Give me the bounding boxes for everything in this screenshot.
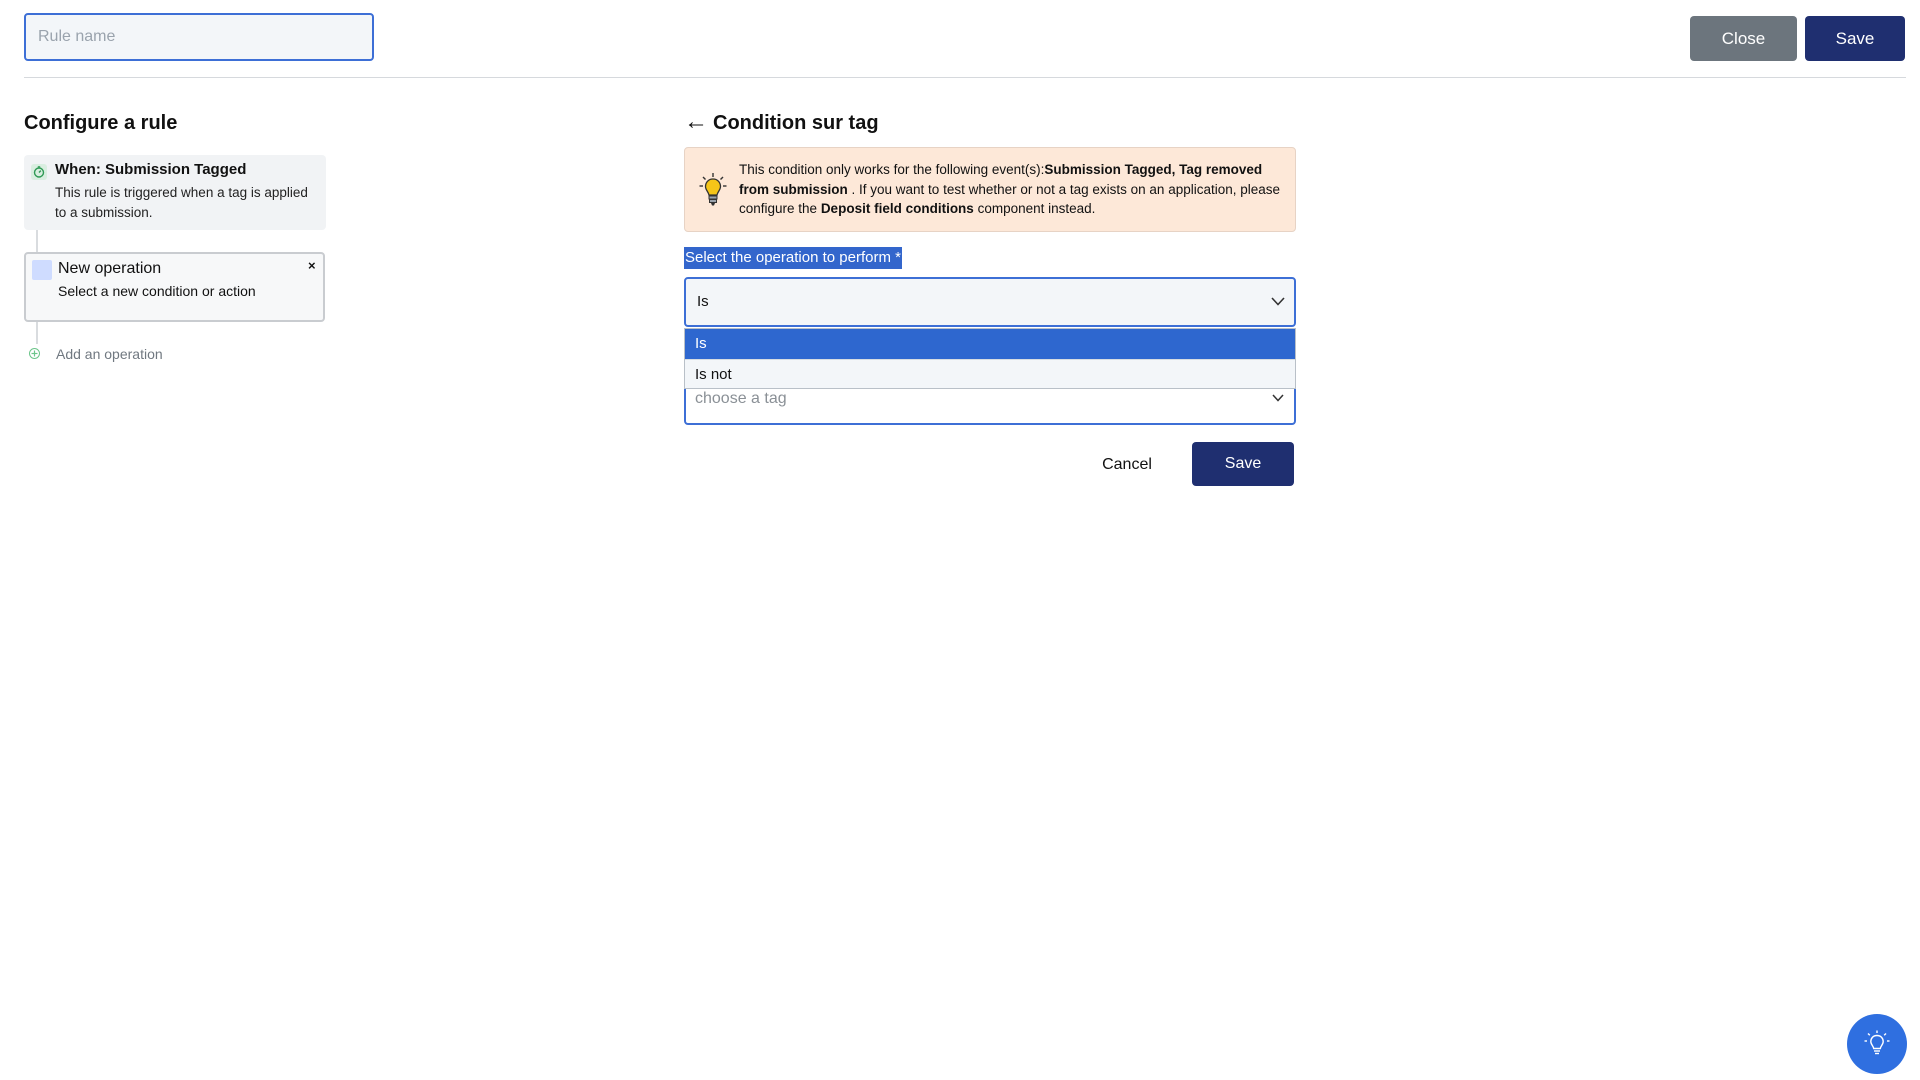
operation-card[interactable] <box>24 252 325 322</box>
operation-description: Select a new condition or action <box>58 283 256 299</box>
operation-select[interactable] <box>684 277 1296 327</box>
cancel-button[interactable]: Cancel <box>1102 456 1152 473</box>
add-operation-link[interactable]: Add an operation <box>56 346 163 362</box>
operation-placeholder-icon <box>32 260 52 280</box>
flow-connector <box>36 322 38 344</box>
remove-operation-icon[interactable]: × <box>308 258 316 273</box>
page-title: Configure a rule <box>24 112 178 134</box>
info-alert <box>684 147 1296 232</box>
operation-dropdown-list <box>684 328 1296 389</box>
lightbulb-icon <box>1864 1030 1890 1058</box>
trigger-description: This rule is triggered when a tag is applied to a submission. <box>55 185 308 220</box>
save-button[interactable]: Save <box>1192 442 1294 486</box>
back-arrow-icon[interactable]: ← <box>684 108 708 135</box>
operation-title: New operation <box>58 260 162 277</box>
dropdown-option[interactable]: Is not <box>685 359 1295 389</box>
chevron-down-icon <box>1272 394 1284 402</box>
trigger-card[interactable] <box>24 155 326 230</box>
operation-select-value: Is <box>697 293 709 310</box>
save-rule-button[interactable]: Save <box>1805 16 1905 61</box>
timer-icon <box>31 164 47 180</box>
header-divider <box>24 77 1906 78</box>
help-button[interactable] <box>1847 1014 1907 1074</box>
chevron-down-icon <box>1271 297 1285 306</box>
tag-select-placeholder: choose a tag <box>695 390 787 407</box>
trigger-title: When: Submission Tagged <box>55 161 247 178</box>
dropdown-option[interactable]: Is <box>685 329 1295 359</box>
panel-title: Condition sur tag <box>713 112 879 134</box>
add-circle-icon[interactable] <box>29 348 40 359</box>
operation-field-label: Select the operation to perform * <box>684 247 902 269</box>
info-text: This condition only works for the following event(s):Submission Tagged, Tag removed from submission . If you want to test whether or not a tag exists on an application, please configure the Deposit field conditions component instead. <box>739 162 1281 216</box>
flow-connector <box>36 230 38 252</box>
close-button[interactable]: Close <box>1690 16 1797 61</box>
lightbulb-icon <box>699 172 727 213</box>
rule-name-input[interactable] <box>24 13 374 61</box>
